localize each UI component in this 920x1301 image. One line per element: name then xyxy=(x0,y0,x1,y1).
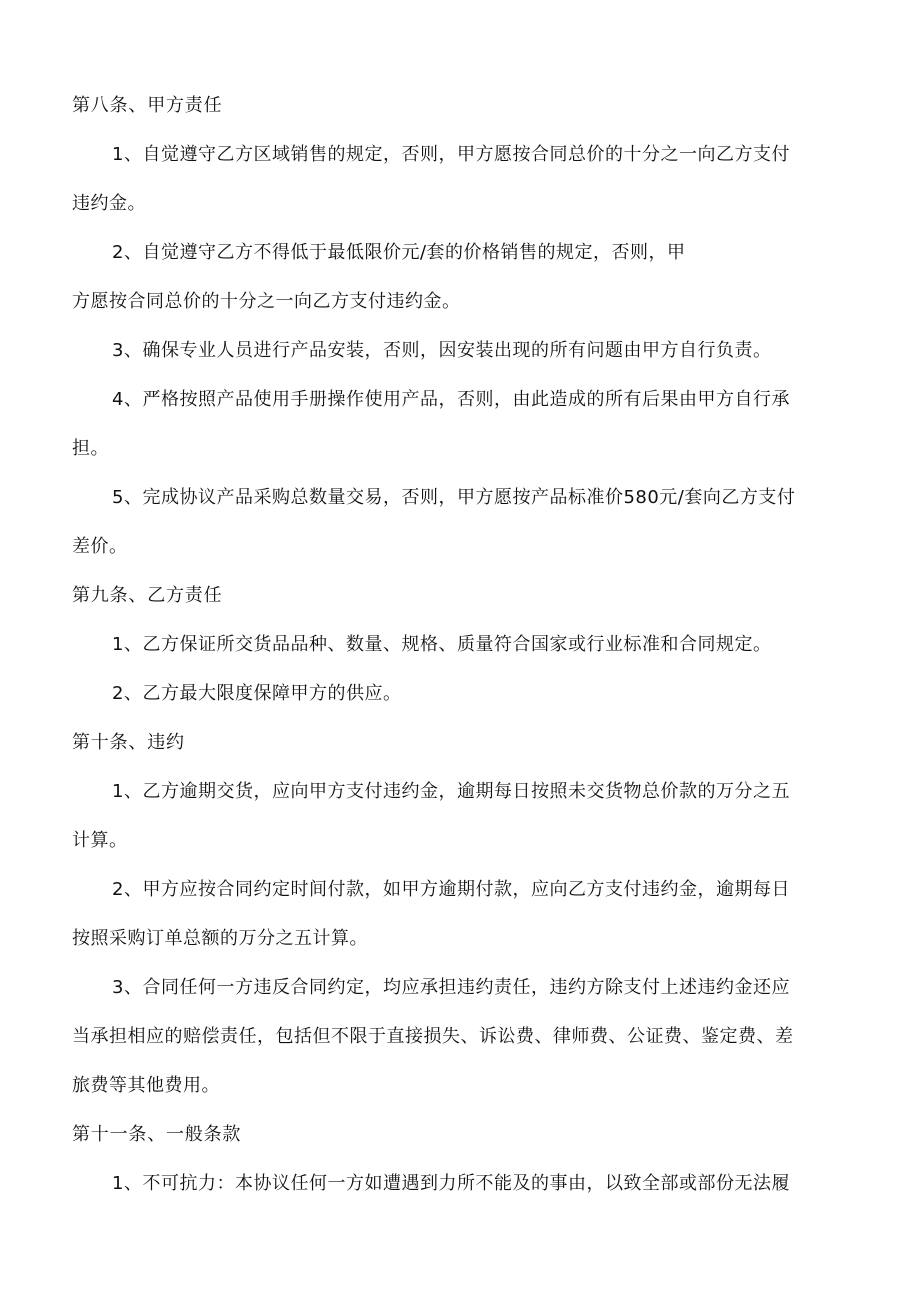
clause-line: 4、严格按照产品使用手册操作使用产品，否则，由此造成的所有后果由甲方自行承 xyxy=(112,389,790,410)
clause-line: 1、自觉遵守乙方区域销售的规定，否则，甲方愿按合同总价的十分之一向乙方支付 xyxy=(112,144,790,165)
clause-line: 2、甲方应按合同约定时间付款，如甲方逾期付款，应向乙方支付违约金，逾期每日 xyxy=(112,879,790,900)
clause-line: 2、自觉遵守乙方不得低于最低限价元/套的价格销售的规定，否则，甲 xyxy=(112,242,686,263)
clause-line: 1、不可抗力：本协议任何一方如遭遇到力所不能及的事由，以致全部或部份无法履 xyxy=(112,1173,790,1194)
clause-line: 1、乙方逾期交货，应向甲方支付违约金，逾期每日按照未交货物总价款的万分之五 xyxy=(112,781,790,802)
clause-line: 3、确保专业人员进行产品安装，否则，因安装出现的所有问题由甲方自行负责。 xyxy=(112,340,772,361)
clause-line: 1、乙方保证所交货品品种、数量、规格、质量符合国家或行业标准和合同规定。 xyxy=(112,634,772,655)
section-heading: 第八条、甲方责任 xyxy=(72,95,223,116)
clause-line: 3、合同任何一方违反合同约定，均应承担违约责任，违约方除支付上述违约金还应 xyxy=(112,977,790,998)
clause-line: 当承担相应的赔偿责任，包括但不限于直接损失、诉讼费、律师费、公证费、鉴定费、差 xyxy=(72,1026,794,1047)
section-heading: 第十条、违约 xyxy=(72,732,185,753)
clause-line: 方愿按合同总价的十分之一向乙方支付违约金。 xyxy=(72,291,461,312)
clause-line: 计算。 xyxy=(72,830,128,851)
clause-line: 担。 xyxy=(72,438,109,459)
section-heading: 第十一条、一般条款 xyxy=(72,1124,242,1145)
clause-line: 2、乙方最大限度保障甲方的供应。 xyxy=(112,683,402,704)
clause-line: 旅费等其他费用。 xyxy=(72,1075,220,1096)
clause-line: 按照采购订单总额的万分之五计算。 xyxy=(72,928,368,949)
section-heading: 第九条、乙方责任 xyxy=(72,585,223,606)
clause-line: 违约金。 xyxy=(72,193,146,214)
clause-line: 差价。 xyxy=(72,536,128,557)
clause-line: 5、完成协议产品采购总数量交易，否则，甲方愿按产品标准价580元/套向乙方支付 xyxy=(112,487,796,508)
